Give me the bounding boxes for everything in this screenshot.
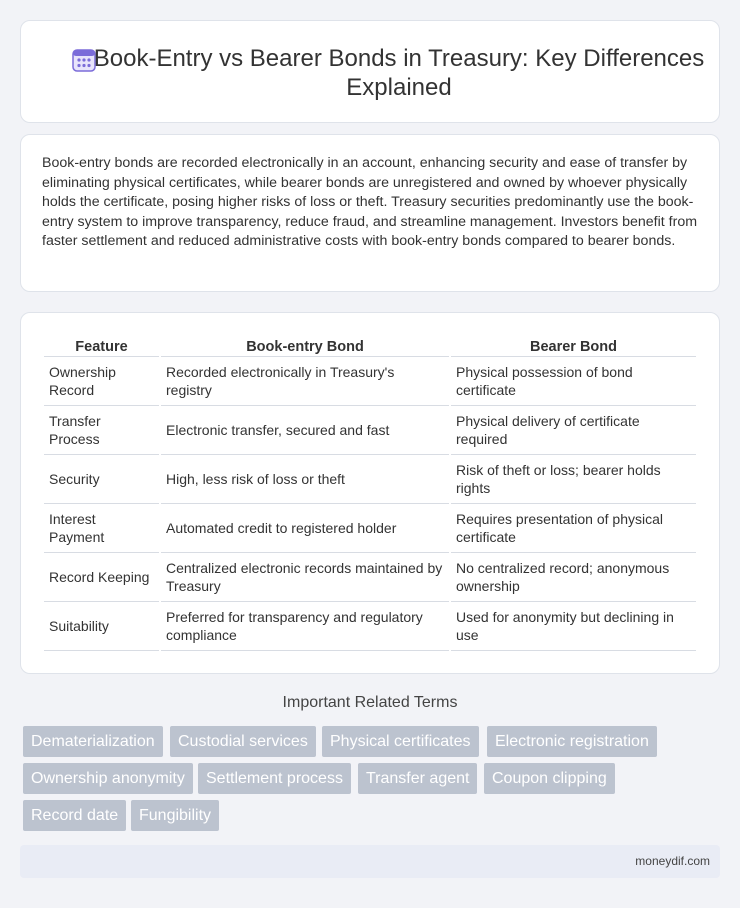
- tag-ownership-anonymity[interactable]: Ownership anonymity: [23, 763, 193, 794]
- page-title: Book-Entry vs Bearer Bonds in Treasury: Key Differences Explained: [93, 45, 705, 101]
- tag-custodial-services[interactable]: Custodial services: [170, 726, 316, 757]
- bearer-cell: Physical possession of bond certificate: [451, 357, 696, 406]
- bearer-cell: No centralized record; anonymous ownership: [451, 553, 696, 602]
- tag-coupon-clipping[interactable]: Coupon clipping: [484, 763, 615, 794]
- table-row: [44, 553, 696, 602]
- table-row: [44, 602, 696, 651]
- tag-record-date[interactable]: Record date: [23, 800, 126, 831]
- table-row: [44, 357, 696, 406]
- table-header-row: [44, 333, 696, 357]
- comparison-table: [42, 333, 698, 651]
- table-row: [44, 406, 696, 455]
- tag-fungibility[interactable]: Fungibility: [131, 800, 219, 831]
- feature-cell: Security: [44, 455, 159, 504]
- intro-paragraph: Book-entry bonds are recorded electronically in an account, enhancing security and ease of transfer by eliminating physical certificates, while bearer bonds are unregistered and owned by whoever physically holds the certificate, posing higher risks of loss or theft. Treasury securities predominantly use the book-entry system to improve transparency, reduce fraud, and streamline management. Investors benefit from faster settlement and reduced administrative costs with book-entry bonds compared to bearer bonds.: [42, 155, 698, 250]
- bearer-cell: Requires presentation of physical certificate: [451, 504, 696, 553]
- comparison-card: [20, 312, 720, 674]
- footer-site[interactable]: moneydif.com: [635, 854, 710, 868]
- feature-cell: Interest Payment: [44, 504, 159, 553]
- header-book-entry: Book-entry Bond: [161, 333, 449, 357]
- book-entry-cell: Automated credit to registered holder: [161, 504, 449, 553]
- feature-cell: Ownership Record: [44, 357, 159, 406]
- book-entry-cell: Preferred for transparency and regulatory compliance: [161, 602, 449, 651]
- bearer-cell: Used for anonymity but declining in use: [451, 602, 696, 651]
- header-bearer: Bearer Bond: [451, 333, 696, 357]
- title-card: [20, 20, 720, 123]
- book-entry-cell: Electronic transfer, secured and fast: [161, 406, 449, 455]
- tag-electronic-registration[interactable]: Electronic registration: [487, 726, 657, 757]
- book-entry-cell: Recorded electronically in Treasury's registry: [161, 357, 449, 406]
- feature-cell: Record Keeping: [44, 553, 159, 602]
- tag-dematerialization[interactable]: Dematerialization: [23, 726, 163, 757]
- book-entry-cell: High, less risk of loss or theft: [161, 455, 449, 504]
- header-feature: Feature: [44, 333, 159, 357]
- footer: [20, 845, 720, 878]
- related-terms-title: Important Related Terms: [282, 694, 458, 711]
- table-row: [44, 455, 696, 504]
- feature-cell: Suitability: [44, 602, 159, 651]
- tag-physical-certificates[interactable]: Physical certificates: [322, 726, 479, 757]
- bearer-cell: Physical delivery of certificate required: [451, 406, 696, 455]
- tag-settlement-process[interactable]: Settlement process: [198, 763, 351, 794]
- feature-cell: Transfer Process: [44, 406, 159, 455]
- book-entry-cell: Centralized electronic records maintained by Treasury: [161, 553, 449, 602]
- table-row: [44, 504, 696, 553]
- intro-card: [20, 134, 720, 292]
- bearer-cell: Risk of theft or loss; bearer holds rights: [451, 455, 696, 504]
- tag-transfer-agent[interactable]: Transfer agent: [358, 763, 477, 794]
